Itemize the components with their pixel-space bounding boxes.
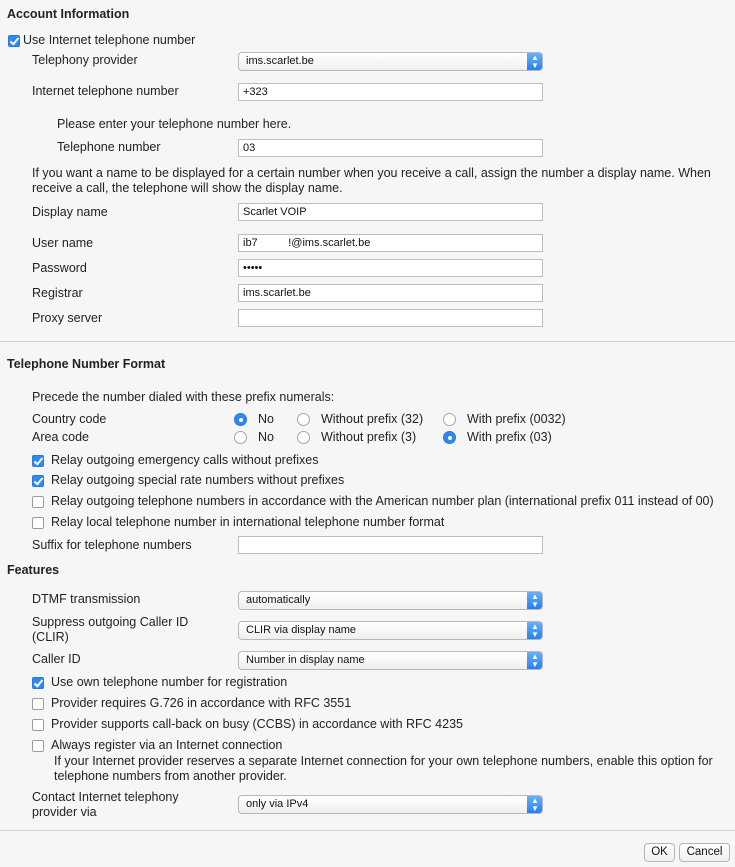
format-section-title: Telephone Number Format [7,357,166,371]
suffix-input[interactable] [238,536,543,554]
registrar-input[interactable]: ims.scarlet.be [238,284,543,302]
username-input[interactable]: ib7 !@ims.scarlet.be [238,234,543,252]
area-without-radio[interactable] [297,431,310,444]
relay-emergency-label: Relay outgoing emergency calls without prefixes [51,453,319,467]
prefix-intro: Precede the number dialed with these prefix numerals: [32,390,335,404]
country-with-label: With prefix (0032) [467,412,566,426]
number-hint: Please enter your telephone number here. [57,117,292,131]
relay-local-checkbox[interactable] [32,517,44,529]
username-label: User name [32,236,94,250]
contact-select-value: only via IPv4 [246,798,309,810]
clir-label-line-2: (CLIR) [32,630,69,644]
display-name-label: Display name [32,205,108,219]
ok-button[interactable]: OK [644,843,675,862]
provider-label: Telephony provider [32,53,138,67]
relay-special-checkbox[interactable] [32,475,44,487]
caller-id-select-value: Number in display name [246,654,365,666]
select-arrows-icon: ▲ ▼ [527,591,543,610]
contact-label-line-2: provider via [32,805,97,819]
area-no-label: No [258,430,274,444]
features-section-title: Features [7,563,60,577]
g726-label: Provider requires G.726 in accordance with RFC 3551 [51,696,352,710]
password-input[interactable]: ••••• [238,259,543,277]
contact-label-line-1: Contact Internet telephony [32,790,179,804]
cancel-button[interactable]: Cancel [679,843,730,862]
select-arrows-icon: ▲ ▼ [527,795,543,814]
dtmf-select-value: automatically [246,594,311,606]
own-number-label: Use own telephone number for registration [51,675,288,689]
country-no-label: No [258,412,274,426]
clir-select[interactable] [238,621,543,640]
always-register-info-line-1: If your Internet provider reserves a separate Internet connection for your own telephone numbers, enable this option for [54,754,713,768]
always-register-info-line-2: telephone numbers from another provider. [54,769,287,783]
own-number-checkbox[interactable] [32,677,44,689]
proxy-label: Proxy server [32,311,103,325]
dtmf-label: DTMF transmission [32,592,141,606]
footer-divider [0,830,735,831]
country-no-radio[interactable] [234,413,247,426]
relay-american-label: Relay outgoing telephone numbers in accordance with the American number plan (international prefix 011 instead of 00) [51,494,714,508]
use-internet-number-checkbox[interactable] [8,35,20,47]
country-code-label: Country code [32,412,107,426]
internet-number-label: Internet telephone number [32,84,179,98]
provider-select-value: ims.scarlet.be [246,55,314,67]
always-register-label: Always register via an Internet connection [51,738,283,752]
area-with-radio[interactable] [443,431,456,444]
display-info-line-2: receive a call, the telephone will show the display name. [32,181,343,195]
suffix-label: Suffix for telephone numbers [32,538,192,552]
proxy-input[interactable] [238,309,543,327]
clir-label-line-1: Suppress outgoing Caller ID [32,615,189,629]
caller-id-select[interactable] [238,651,543,670]
relay-american-checkbox[interactable] [32,496,44,508]
g726-checkbox[interactable] [32,698,44,710]
account-section-title: Account Information [7,7,130,21]
caller-id-label: Caller ID [32,652,81,666]
contact-select[interactable] [238,795,543,814]
area-no-radio[interactable] [234,431,247,444]
provider-select[interactable] [238,52,543,71]
select-arrows-icon: ▲ ▼ [527,52,543,71]
telephone-number-input[interactable]: 03 [238,139,543,157]
select-arrows-icon: ▲ ▼ [527,651,543,670]
relay-special-label: Relay outgoing special rate numbers without prefixes [51,473,345,487]
ccbs-checkbox[interactable] [32,719,44,731]
country-with-radio[interactable] [443,413,456,426]
country-without-label: Without prefix (32) [321,412,424,426]
always-register-checkbox[interactable] [32,740,44,752]
internet-number-input[interactable]: +323 [238,83,543,101]
password-label: Password [32,261,87,275]
ccbs-label: Provider supports call-back on busy (CCBS) in accordance with RFC 4235 [51,717,463,731]
dtmf-select[interactable] [238,591,543,610]
registrar-label: Registrar [32,286,83,300]
select-arrows-icon: ▲ ▼ [527,621,543,640]
display-info-line-1: If you want a name to be displayed for a certain number when you receive a call, assign the number a display name. When [32,166,711,180]
area-code-label: Area code [32,430,89,444]
relay-emergency-checkbox[interactable] [32,455,44,467]
clir-select-value: CLIR via display name [246,624,357,636]
telephone-number-label: Telephone number [57,140,161,154]
area-without-label: Without prefix (3) [321,430,417,444]
display-name-input[interactable]: Scarlet VOIP [238,203,543,221]
country-without-radio[interactable] [297,413,310,426]
relay-local-label: Relay local telephone number in international telephone number format [51,515,445,529]
section-divider [0,341,735,342]
use-internet-number-label: Use Internet telephone number [23,33,196,47]
area-with-label: With prefix (03) [467,430,552,444]
